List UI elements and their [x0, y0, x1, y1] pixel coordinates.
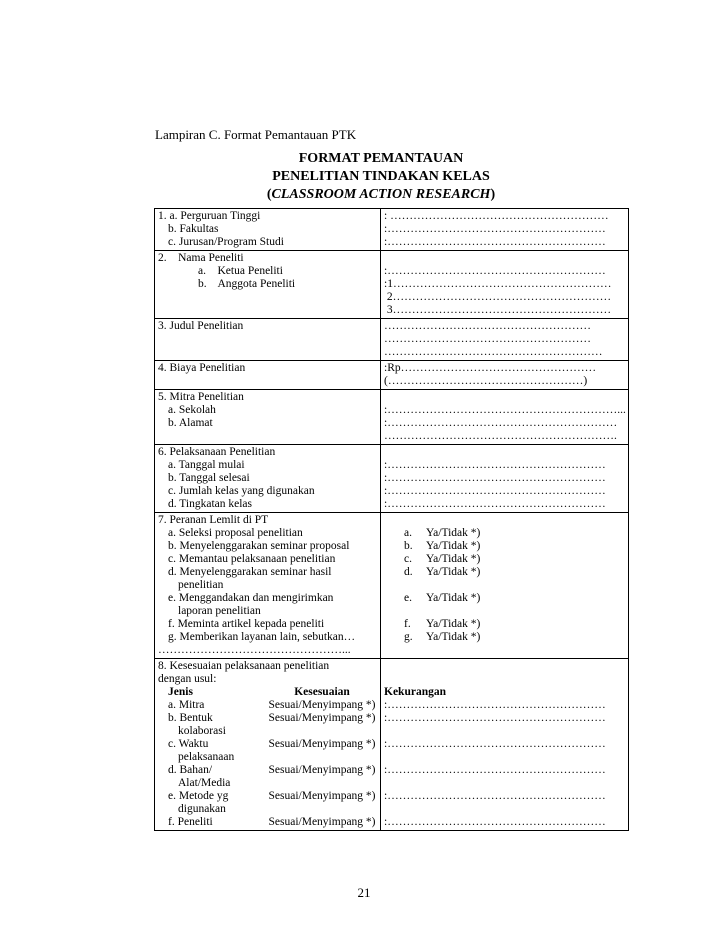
label-role-f: f. Meminta artikel kepada peneliti	[168, 618, 325, 630]
title-line-3: (CLASSROOM ACTION RESEARCH)	[266, 187, 496, 202]
status-bahan[interactable]: Sesuai/Menyimpang *)	[268, 764, 376, 776]
label-researcher-name: 2. Nama Peneliti	[158, 252, 244, 264]
row-implementation	[155, 445, 629, 513]
form-title	[155, 150, 607, 204]
field-kekurangan-peneliti[interactable]: :…………………………………………………	[384, 816, 606, 828]
field-member-2[interactable]: 2…………………………………………………	[384, 291, 612, 303]
appendix-caption: Lampiran C. Format Pemantauan PTK	[155, 127, 357, 142]
answer-role-b[interactable]: b. Ya/Tidak *)	[404, 540, 481, 552]
label-start-date: a. Tanggal mulai	[168, 459, 245, 471]
field-title-2[interactable]: ………………………………………………	[384, 333, 591, 345]
answer-role-f[interactable]: f. Ya/Tidak *)	[404, 618, 481, 630]
field-faculty[interactable]: :…………………………………………………	[384, 223, 606, 235]
item-peneliti: f. Peneliti Sesuai/Menyimpang *)	[158, 816, 378, 829]
answer-role-c[interactable]: c. Ya/Tidak *)	[404, 553, 481, 565]
field-title-1[interactable]: ………………………………………………	[384, 320, 591, 332]
label-school: a. Sekolah	[168, 404, 216, 416]
label-role-c: c. Memantau pelaksanaan penelitian	[168, 553, 336, 565]
label-role-e: e. Menggandakan dan mengirimkan	[168, 592, 334, 604]
label-implementation: 6. Pelaksanaan Penelitian	[158, 446, 276, 458]
item-mitra: a. Mitra Sesuai/Menyimpang *)	[158, 699, 378, 712]
field-budget-words[interactable]: (……………………………………………)	[384, 375, 588, 387]
row-institution	[155, 209, 629, 251]
label-role-a: a. Seleksi proposal penelitian	[168, 527, 303, 539]
conformity-header	[158, 686, 378, 699]
field-kekurangan-waktu[interactable]: :…………………………………………………	[384, 738, 606, 750]
field-lead-researcher[interactable]: :…………………………………………………	[384, 265, 606, 277]
field-school[interactable]: :……………………………………………………...	[384, 404, 626, 416]
label-partner: 5. Mitra Penelitian	[158, 391, 244, 403]
monitoring-form-table	[154, 208, 629, 831]
label-institute-role: 7. Peranan Lemlit di PT	[158, 514, 269, 526]
field-member-1[interactable]: :1…………………………………………………	[384, 278, 612, 290]
field-kekurangan-metode[interactable]: :…………………………………………………	[384, 790, 606, 802]
label-budget: 4. Biaya Penelitian	[158, 362, 246, 374]
row-title	[155, 319, 629, 361]
title-line-1: FORMAT PEMANTAUAN	[298, 151, 464, 166]
row-institute-role	[155, 513, 629, 659]
field-title-3[interactable]: …………………………………………………	[384, 346, 603, 358]
label-role-d: d. Menyelenggarakan seminar hasil	[168, 566, 332, 578]
label-research-title: 3. Judul Penelitian	[158, 320, 244, 332]
field-end-date[interactable]: :…………………………………………………	[384, 472, 606, 484]
col-kesesuaian: Kesesuaian	[294, 686, 350, 698]
col-kekurangan: Kekurangan	[384, 686, 446, 698]
row-partner	[155, 390, 629, 445]
row-budget	[155, 361, 629, 390]
item-bahan: d. Bahan/ Sesuai/Menyimpang *)	[158, 764, 378, 777]
label-role-b: b. Menyelenggarakan seminar proposal	[168, 540, 350, 552]
field-class-count[interactable]: :…………………………………………………	[384, 485, 606, 497]
label-role-g-dots: …………………………………………...	[158, 644, 351, 656]
label-class-count: c. Jumlah kelas yang digunakan	[168, 485, 315, 497]
label-conformity: 8. Kesesuaian pelaksanaan penelitian	[158, 660, 330, 672]
field-kekurangan-mitra[interactable]: :…………………………………………………	[384, 699, 606, 711]
title-italic: CLASSROOM ACTION RESEARCH	[271, 187, 491, 202]
label-class-level: d. Tingkatan kelas	[168, 498, 253, 510]
label-role-d-cont: penelitian	[178, 579, 224, 591]
answer-role-g[interactable]: g. Ya/Tidak *)	[404, 631, 481, 643]
label-address: b. Alamat	[168, 417, 213, 429]
answer-role-d[interactable]: d. Ya/Tidak *)	[404, 566, 481, 578]
label-university: 1. a. Perguruan Tinggi	[158, 210, 261, 222]
status-metode[interactable]: Sesuai/Menyimpang *)	[268, 790, 376, 802]
row-conformity: 8. Kesesuaian pelaksanaan penelitian dengan usul: Jenis Kesesuaian a. Mitra Sesuai/Menyimpang *) b. Bentuk Sesuai/Menyimpang *) kolaborasi c. Waktu Sesuai/Menyimpang *) pelaksanaan d. Bahan/ Sesuai/Menyimpang *) Alat/Media e. Metode yg Sesuai/Menyimpang *) digunakan f. Peneliti Sesuai/Menyimpang *) Kekurangan :………………………………………………… :………………………………………………… :………………………………………………… :………………………………………………… :………………………………………………… :…………………………………………………	[155, 659, 629, 831]
status-bentuk[interactable]: Sesuai/Menyimpang *)	[268, 712, 376, 724]
answer-role-e[interactable]: e. Ya/Tidak *)	[404, 592, 481, 604]
field-address-2[interactable]: …………………………………………………….	[384, 430, 617, 442]
field-address-1[interactable]: :……………………………………………………	[384, 417, 618, 429]
field-university[interactable]: : …………………………………………………	[384, 210, 609, 222]
label-member-researcher: b. Anggota Peneliti	[198, 278, 296, 290]
label-conformity-cont: dengan usul:	[158, 673, 217, 685]
status-waktu[interactable]: Sesuai/Menyimpang *)	[268, 738, 376, 750]
answer-role-a[interactable]: a. Ya/Tidak *)	[404, 527, 481, 539]
field-start-date[interactable]: :…………………………………………………	[384, 459, 606, 471]
field-budget-amount[interactable]: :Rp……………………………………………	[384, 362, 597, 374]
title-line-2: PENELITIAN TINDAKAN KELAS	[272, 169, 490, 184]
col-jenis: Jenis	[168, 686, 193, 698]
label-faculty: b. Fakultas	[168, 223, 219, 235]
label-role-e-cont: laporan penelitian	[178, 605, 261, 617]
field-kekurangan-bentuk[interactable]: :…………………………………………………	[384, 712, 606, 724]
label-end-date: b. Tanggal selesai	[168, 472, 250, 484]
item-waktu: c. Waktu Sesuai/Menyimpang *)	[158, 738, 378, 751]
item-bentuk: b. Bentuk Sesuai/Menyimpang *)	[158, 712, 378, 725]
status-peneliti[interactable]: Sesuai/Menyimpang *)	[268, 816, 376, 828]
label-lead-researcher: a. Ketua Peneliti	[198, 265, 283, 277]
row-researcher	[155, 251, 629, 319]
status-mitra[interactable]: Sesuai/Menyimpang *)	[268, 699, 376, 711]
label-role-g: g. Memberikan layanan lain, sebutkan…	[168, 631, 356, 643]
field-member-3[interactable]: 3…………………………………………………	[384, 304, 612, 316]
field-kekurangan-bahan[interactable]: :…………………………………………………	[384, 764, 606, 776]
field-class-level[interactable]: :…………………………………………………	[384, 498, 606, 510]
item-metode: e. Metode yg Sesuai/Menyimpang *)	[158, 790, 378, 803]
label-department: c. Jurusan/Program Studi	[168, 236, 284, 248]
field-department[interactable]: :…………………………………………………	[384, 236, 606, 248]
page-number: 21	[357, 885, 371, 900]
